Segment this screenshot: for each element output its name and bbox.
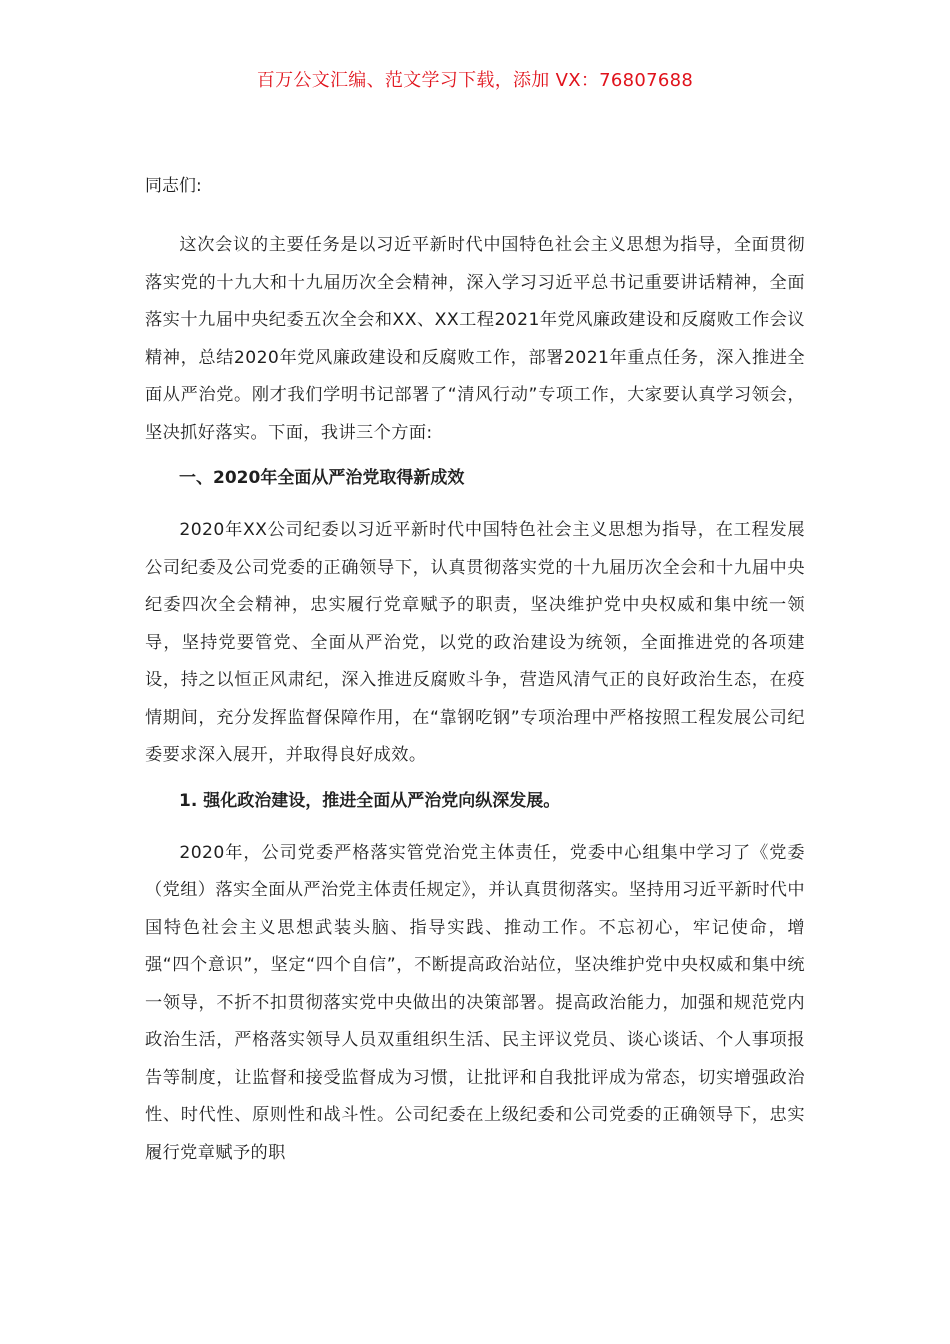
section-heading: 一、2020年全面从严治党取得新成效 (179, 468, 465, 488)
intro-paragraph: 这次会议的主要任务是以习近平新时代中国特色社会主义思想为指导，全面贯彻落实党的十九大和十九届历次全会精神，深入学习习近平总书记重要讲话精神，全面落实十九届中央纪委五次全会和XX、XX工程2021年党风廉政建设和反腐败工作会议精神，总结2020年党风廉政建设和反腐败工作，部署2021年重点任务，深入推进全面从严治党。刚才我们学明书记部署了“清风行动”专项工作，大家要认真学习领会，坚决抓好落实。下面，我讲三个方面: (145, 235, 805, 443)
watermark-banner: 百万公文汇编、范文学习下载，添加 VX：76807688 (256, 70, 694, 91)
salutation: 同志们: (145, 176, 202, 196)
section-paragraph: 2020年XX公司纪委以习近平新时代中国特色社会主义思想为指导，在工程发展公司纪委及公司党委的正确领导下，认真贯彻落实党的十九届历次全会和十九届中央纪委四次全会精神，忠实履行党章赋予的职责，坚决维护党中央权威和集中统一领导，坚持党要管党、全面从严治党，以党的政治建设为统领，全面推进党的各项建设，持之以恒正风肃纪，深入推进反腐败斗争，营造风清气正的良好政治生态，在疫情期间，充分发挥监督保障作用，在“靠钢吃钢”专项治理中严格按照工程发展公司纪委要求深入展开，并取得良好成效。 (145, 520, 805, 765)
subsection-paragraph: 2020年，公司党委严格落实管党治党主体责任，党委中心组集中学习了《党委（党组）落实全面从严治党主体责任规定》，并认真贯彻落实。坚持用习近平新时代中国特色社会主义思想武装头脑、指导实践、推动工作。不忘初心，牢记使命，增强“四个意识”，坚定“四个自信”，不断提高政治站位，坚决维护党中央权威和集中统一领导，不折不扣贯彻落实党中央做出的决策部署。提高政治能力，加强和规范党内政治生活，严格落实领导人员双重组织生活、民主评议党员、谈心谈话、个人事项报告等制度，让监督和接受监督成为习惯，让批评和自我批评成为常态，切实增强政治性、时代性、原则性和战斗性。公司纪委在上级纪委和公司党委的正确领导下，忠实履行党章赋予的职 (145, 842, 805, 1163)
subsection-heading: 1. 强化政治建设，推进全面从严治党向纵深发展。 (179, 790, 561, 811)
document-body (145, 172, 805, 1184)
